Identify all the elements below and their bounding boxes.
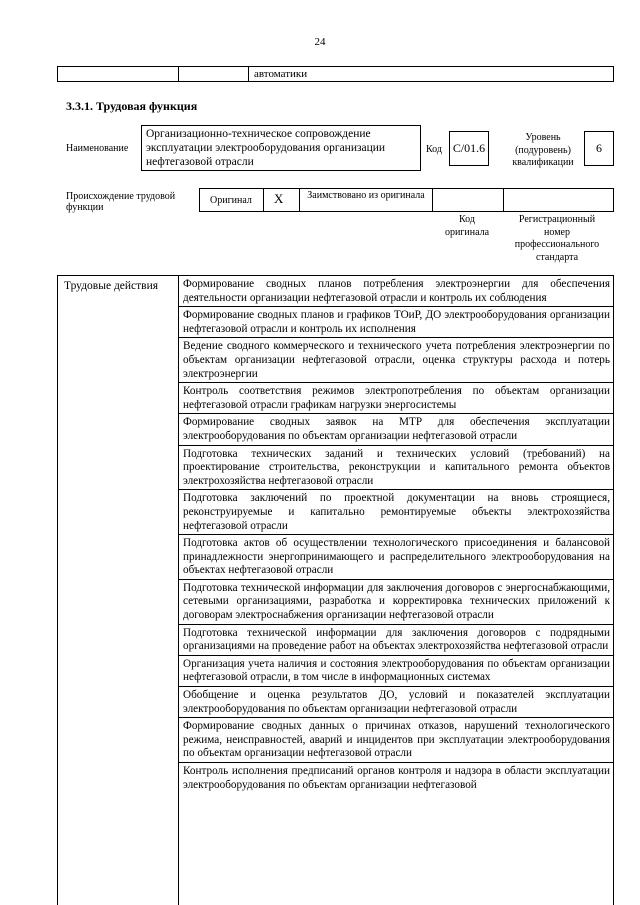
function-name-box: Организационно-техническое сопровождение эксплуатации электрооборудования организации нефтегазовой отрасли <box>141 125 421 171</box>
function-code-box: C/01.6 <box>449 131 489 166</box>
table-divider <box>263 189 264 211</box>
list-item: Организация учета наличия и состояния электрооборудования по объектам организации нефтегазовой отрасли, в том числе в информационных системах <box>179 656 613 687</box>
origin-table <box>199 188 614 212</box>
list-item: Обобщение и оценка результатов ДО, условий и показателей эксплуатации электрооборудования по объектам организации нефтегазовой отрасли <box>179 687 613 718</box>
list-item: Формирование сводных данных о причинах отказов, нарушений технологического режима, неисправностей, аварий и инцидентов при эксплуатации электрооборудования по объектам организации нефтегазовой отрасли <box>179 718 613 763</box>
table-divider <box>299 189 300 211</box>
table-divider <box>432 189 433 211</box>
borrowed-label: Заимствовано из оригинала <box>307 190 425 201</box>
labor-actions-label: Трудовые действия <box>64 280 159 292</box>
registration-number-caption: Регистрационный номер профессионального стандарта <box>514 214 600 263</box>
list-item: Формирование сводных заявок на МТР для обеспечения эксплуатации электрооборудования по объектам организации нефтегазовой отрасли <box>179 414 613 445</box>
top-row-text: автоматики <box>254 68 308 80</box>
table-divider <box>248 67 249 81</box>
previous-table-row <box>57 66 614 82</box>
list-item: Формирование сводных планов потребления электроэнергии для обеспечения деятельности организации нефтегазовой отрасли и контроль их соблюдения <box>179 276 613 307</box>
list-item: Подготовка технических заданий и технических условий (требований) на проектирование строительства, реконструкции и капитального ремонта объектов электрохозяйства нефтегазовой отрасли <box>179 446 613 491</box>
list-item: Контроль исполнения предписаний органов контроля и надзора в области эксплуатации электрооборудования по объектам организации нефтегазовой <box>183 765 610 791</box>
original-code-caption: Код оригинала <box>444 214 490 238</box>
name-label: Наименование <box>66 143 129 154</box>
origin-label: Происхождение трудовой функции <box>66 191 176 213</box>
qualification-level-box: 6 <box>584 131 614 166</box>
list-item: Контроль соответствия режимов электропотребления по объектам организации нефтегазовой отрасли графикам нагрузки энергосистемы <box>179 383 613 414</box>
level-label: Уровень (подуровень) квалификации <box>512 132 574 168</box>
list-item: Подготовка технической информации для заключения договоров с подрядными организациями на проведение работ на объектах электрохозяйства нефтегазовой отрасли <box>179 625 613 656</box>
table-divider <box>503 189 504 211</box>
page-number: 24 <box>314 36 326 48</box>
original-mark: X <box>274 191 284 206</box>
table-divider <box>178 67 179 81</box>
labor-actions-table <box>57 275 614 905</box>
section-title: 3.3.1. Трудовая функция <box>66 99 198 113</box>
code-label: Код <box>426 144 442 155</box>
list-item: Подготовка заключений по проектной документации на вновь строящиеся, реконструируемые и капитально ремонтируемые объекты электрохозяйства нефтегазовой отрасли <box>179 490 613 535</box>
labor-actions-list <box>179 276 613 793</box>
list-item: Подготовка актов об осуществлении технологического присоединения и балансовой принадлежности энергопринимающего и распределительного электрооборудования на объектах нефтегазовой отрасли <box>179 535 613 580</box>
list-item: Ведение сводного коммерческого и технического учета потребления электроэнергии по объектам организации нефтегазовой отрасли, оценка структуры расхода и потерь электроэнергии <box>179 338 613 383</box>
list-item: Подготовка технической информации для заключения договоров с энергоснабжающими, сетевыми организациями, разработка и корректировка технических приложений к договорам электроснабжения организации нефтегазовой отрасли <box>179 580 613 625</box>
list-item: Формирование сводных планов и графиков ТОиР, ДО электрооборудования организации нефтегазовой отрасли и контроль их исполнения <box>179 307 613 338</box>
original-label: Оригинал <box>210 195 252 206</box>
